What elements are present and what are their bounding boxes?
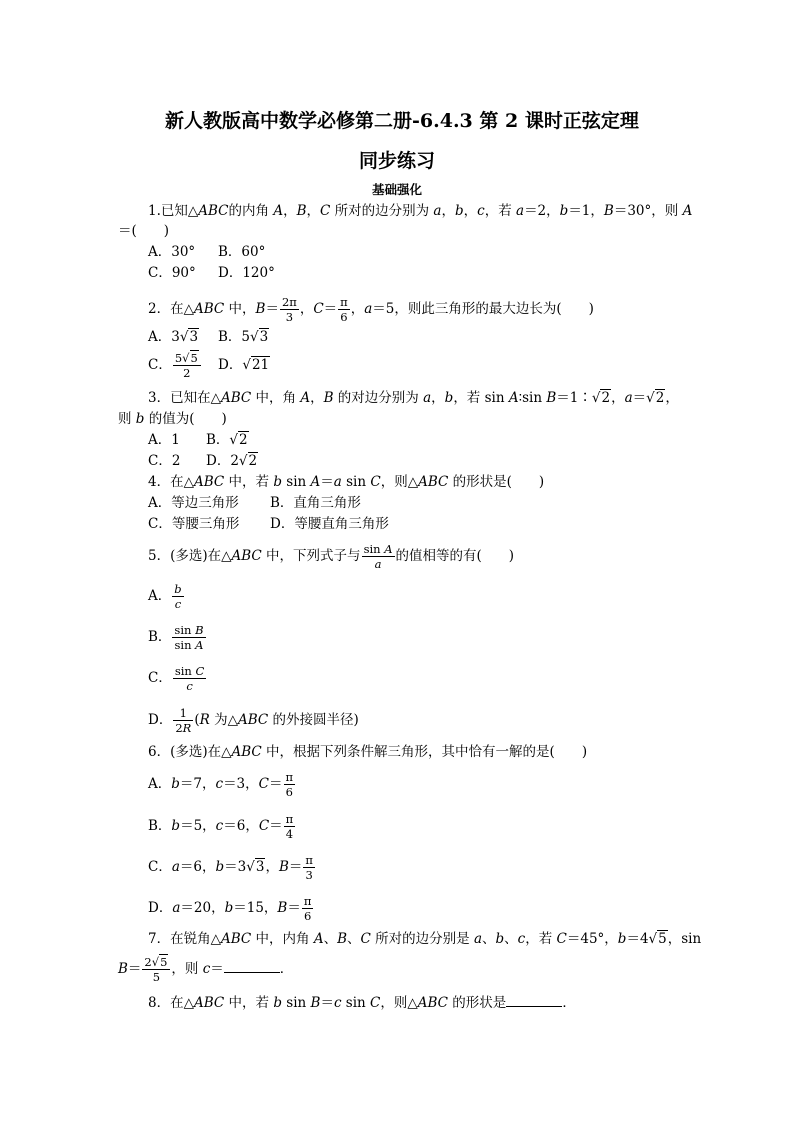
sqrt: √5 (182, 351, 198, 365)
triangle-name: ABC (231, 548, 262, 564)
numerator (142, 955, 170, 970)
var: b (215, 859, 225, 875)
text: 的内角 (228, 203, 274, 219)
var: b (617, 931, 627, 947)
text: ＝ (632, 390, 647, 406)
text: 的对边分别为 (333, 390, 424, 406)
triangle-name: ABC (220, 390, 252, 406)
text: ， (463, 203, 478, 219)
radicand: 5 (160, 955, 168, 969)
answer-blank[interactable] (506, 994, 562, 1007)
denominator (172, 638, 205, 652)
text: 中，内角 (251, 931, 314, 947)
fraction (172, 623, 205, 652)
var: a (624, 390, 633, 406)
numerator (173, 664, 206, 679)
var: A (310, 474, 321, 490)
text: 、 (323, 931, 338, 947)
question-7-cont (118, 953, 293, 985)
var: C (319, 203, 331, 219)
text: 、 (504, 931, 518, 947)
radicand: 3 (189, 329, 199, 345)
triangle-name: ABC (237, 712, 269, 728)
var: A (300, 390, 311, 406)
text: 的形状是 (448, 995, 507, 1011)
triangle-name: ABC (231, 744, 262, 760)
fraction (284, 770, 296, 799)
text: 4．在△ (148, 474, 194, 490)
question-3-cont (118, 410, 227, 428)
text: ， (350, 301, 365, 317)
numerator: π (340, 295, 348, 309)
radicand: 2 (248, 453, 258, 469)
option-label: D． (148, 712, 173, 728)
text: 中，下列式子与 (261, 548, 361, 564)
var: A (273, 203, 284, 219)
fraction (303, 853, 315, 882)
denominator: 6 (340, 310, 348, 324)
triangle-name: ABC (193, 301, 225, 317)
text: ＝5， (180, 818, 216, 834)
var: B (337, 931, 347, 947)
option-label: D．2 (206, 453, 239, 469)
text: 所对的边分别是 (370, 931, 474, 947)
func: sin (174, 623, 196, 637)
text: ＝ (210, 961, 224, 977)
text: ＝6， (223, 818, 259, 834)
coef: 2 (175, 721, 183, 735)
var: A (313, 931, 324, 947)
text: 的值相等的有( ) (395, 548, 515, 564)
triangle-name: ABC (193, 995, 225, 1011)
option-label: B． (148, 818, 172, 834)
text: 8．在△ (148, 995, 194, 1011)
option-b: B．直角三角形 (270, 495, 361, 511)
numerator: π (285, 770, 294, 784)
triangle-name: ABC (220, 931, 252, 947)
option-d: D．等腰直角三角形 (270, 516, 389, 532)
var: a (423, 390, 432, 406)
text: 3．已知在△ (148, 390, 221, 406)
numerator: b (174, 582, 182, 596)
denominator: 3 (305, 868, 313, 882)
text: ， (611, 390, 625, 406)
fraction (173, 351, 201, 380)
var: R (182, 721, 192, 735)
answer-blank[interactable] (224, 960, 280, 973)
denominator: c (174, 597, 182, 611)
text: ＝5，则此三角形的最大边长为( ) (372, 301, 594, 317)
fraction (362, 542, 395, 571)
option-a: A．30° (148, 244, 196, 260)
var: c (215, 818, 224, 834)
option-d (148, 704, 359, 736)
triangle-name: ABC (198, 203, 229, 219)
text: ， (310, 390, 324, 406)
option-label: B． (206, 432, 230, 448)
sqrt: √3 (179, 329, 199, 345)
text: ． (562, 995, 576, 1011)
text: ， (306, 203, 320, 219)
radicand: 3 (259, 329, 269, 345)
triangle-name: ABC (418, 474, 449, 490)
var: c (202, 961, 211, 977)
text: 中， (224, 301, 256, 317)
text: ＝ (265, 301, 279, 317)
var: B (255, 301, 266, 317)
question-3 (148, 389, 679, 407)
text: ＝ (127, 961, 142, 977)
denominator: 3 (285, 310, 294, 324)
text: sin (341, 474, 371, 490)
question-6 (148, 743, 587, 761)
var: a (333, 474, 342, 490)
text: ＝1∶ (556, 390, 592, 406)
text: 、 (347, 931, 361, 947)
var: b (495, 931, 505, 947)
text: 、 (482, 931, 496, 947)
var: c (215, 776, 224, 792)
text: ， (283, 203, 297, 219)
var: B (195, 623, 204, 637)
option-b (206, 431, 249, 449)
var: a (473, 931, 482, 947)
radicand: 2 (601, 390, 611, 406)
var: B (546, 390, 557, 406)
option-label: B．5 (218, 329, 251, 345)
text: ＝ (287, 900, 301, 916)
section-heading: 基础强化 (371, 182, 422, 197)
triangle-name: ABC (193, 474, 225, 490)
numerator: π (305, 853, 313, 867)
text: ＝6， (179, 859, 216, 875)
sqrt: √2 (238, 453, 258, 469)
var: C (556, 931, 567, 947)
var: B (603, 203, 614, 219)
text: ∶sin (518, 390, 547, 406)
text: 中，若 (224, 995, 274, 1011)
option-c (148, 350, 202, 380)
text: ． (279, 961, 294, 977)
option-label: A． (148, 588, 172, 604)
var: A (384, 542, 393, 556)
text: ＝45°， (566, 931, 618, 947)
text: ＝4 (626, 931, 649, 947)
var: R (199, 712, 210, 728)
var: b (454, 203, 464, 219)
var: B (310, 995, 321, 1011)
text: ＝7， (179, 776, 216, 792)
fraction (142, 955, 170, 984)
text: ＝15， (233, 900, 278, 916)
var: A (195, 638, 204, 652)
func: sin (174, 664, 196, 678)
var: c (333, 995, 342, 1011)
text: 的形状是( ) (448, 474, 545, 490)
var: A (682, 203, 693, 219)
text: 2．在△ (148, 301, 194, 317)
var: C (195, 664, 205, 678)
coef: 2 (144, 955, 152, 969)
text: ， (431, 390, 445, 406)
radicand: 21 (251, 357, 270, 373)
var: b (171, 776, 180, 792)
numerator: π (303, 894, 312, 908)
text: ＝ (320, 474, 334, 490)
var: B (118, 961, 128, 977)
option-c: C．90° (148, 265, 196, 281)
text: ＝2， (524, 203, 560, 219)
option-d (148, 892, 314, 924)
page-subtitle: 同步练习 (358, 150, 435, 172)
var: C (258, 818, 270, 834)
option-b (218, 328, 269, 346)
var: b (273, 995, 282, 1011)
question-4 (148, 473, 544, 491)
text: ＝20， (180, 900, 225, 916)
text: ，则△ (380, 995, 418, 1011)
var: a (433, 203, 442, 219)
question-1-cont: ＝( ) (118, 223, 170, 239)
option-a (148, 328, 199, 346)
text: 的值为( ) (144, 411, 227, 427)
option-label: D． (148, 900, 173, 916)
denominator: 6 (303, 909, 312, 923)
var: b (273, 474, 282, 490)
var: c (517, 931, 526, 947)
var: b (135, 411, 145, 427)
text: 中，根据下列条件解三角形，其中恰有一解的是( ) (261, 744, 588, 760)
numerator (173, 351, 201, 366)
sqrt: √3 (246, 859, 265, 875)
text: ， (665, 390, 679, 406)
option-a (148, 768, 296, 800)
option-c (148, 662, 207, 694)
option-b: B．60° (218, 244, 266, 260)
numerator (172, 623, 205, 638)
text: ＝30°，则 (613, 203, 683, 219)
var: B (277, 900, 288, 916)
var: a (364, 301, 373, 317)
fraction (302, 894, 314, 923)
numerator: 2π (281, 295, 297, 309)
text: 6．(多选)在△ (148, 744, 232, 760)
var: a (516, 203, 525, 219)
var: B (296, 203, 307, 219)
func: sin (363, 542, 385, 556)
option-b (148, 621, 207, 653)
option-a (148, 580, 185, 612)
text: ＝ (269, 776, 283, 792)
text: ，则△ (380, 474, 419, 490)
option-label: A．3 (148, 329, 180, 345)
var: c (477, 203, 485, 219)
numerator (362, 542, 395, 557)
fraction (280, 295, 299, 324)
fraction (173, 664, 206, 693)
option-a: A．等边三角形 (148, 495, 239, 511)
option-d (218, 356, 270, 374)
text: ＝ (323, 301, 338, 317)
var: C (370, 474, 381, 490)
var: B (323, 390, 334, 406)
text: ， (441, 203, 455, 219)
sqrt: √3 (250, 329, 269, 345)
question-8 (148, 994, 576, 1012)
option-b (148, 810, 296, 842)
numerator: 1 (173, 706, 193, 721)
text: ＝ (269, 818, 283, 834)
var: A (508, 390, 519, 406)
text: 为△ (209, 712, 238, 728)
denominator: c (186, 679, 193, 693)
radicand: 5 (658, 931, 667, 947)
var: b (224, 900, 234, 916)
sqrt: √2 (646, 390, 665, 406)
text: ，sin (667, 931, 702, 947)
option-label: D． (218, 357, 243, 373)
triangle-name: ABC (417, 995, 449, 1011)
text: 1.已知△ (148, 203, 199, 219)
text: ＝ (288, 859, 303, 875)
text: 的外接圆半径) (268, 712, 359, 728)
var: b (444, 390, 454, 406)
var: b (171, 818, 181, 834)
denominator: 4 (285, 827, 294, 841)
text: ，若 (484, 203, 516, 219)
sqrt: √21 (242, 357, 270, 373)
text: 中，若 (224, 474, 274, 490)
option-c: C．2 (148, 453, 181, 469)
denominator: a (374, 557, 382, 571)
sqrt: √5 (151, 955, 168, 969)
fraction (172, 582, 183, 611)
radicand: 3 (255, 859, 265, 875)
text: sin (281, 474, 311, 490)
fraction (338, 295, 350, 324)
text: ＝ (320, 995, 334, 1011)
option-label: C． (148, 859, 172, 875)
denominator: 6 (285, 785, 293, 799)
text: ， (299, 301, 314, 317)
question-5 (148, 540, 514, 572)
text: ＝3 (224, 859, 247, 875)
radicand: 2 (655, 390, 665, 406)
sqrt: √2 (229, 432, 248, 448)
text: 中，角 (251, 390, 301, 406)
option-label: C． (148, 670, 172, 686)
option-a: A．1 (148, 432, 180, 448)
text: sin (281, 995, 311, 1011)
option-label: B． (148, 629, 172, 645)
var: C (313, 301, 324, 317)
var: C (360, 931, 371, 947)
var: a (172, 900, 181, 916)
var: B (278, 859, 289, 875)
denominator: 2 (183, 366, 191, 380)
sqrt: √2 (591, 390, 611, 406)
page-title: 新人教版高中数学必修第二册-6.4.3 第 2 课时正弦定理 (165, 110, 639, 132)
option-c: C．等腰三角形 (148, 516, 240, 532)
var: a (171, 859, 180, 875)
sqrt: √5 (648, 931, 667, 947)
text: ，则 (171, 961, 203, 977)
text: ， (265, 859, 279, 875)
radicand: 2 (239, 432, 248, 448)
fraction (284, 812, 296, 841)
var: C (370, 995, 381, 1011)
option-label: C． (148, 357, 172, 373)
text: ，若 (525, 931, 557, 947)
text: ＝3， (223, 776, 259, 792)
denominator: 5 (152, 970, 161, 984)
question-7 (148, 930, 701, 948)
text: 所对的边分别为 (330, 203, 434, 219)
text: ( (194, 712, 200, 728)
text: 5．(多选)在△ (148, 548, 232, 564)
text: 7．在锐角△ (148, 931, 221, 947)
numerator: π (285, 812, 294, 826)
var: C (258, 776, 269, 792)
option-d: D．120° (218, 265, 275, 281)
text: ，若 sin (453, 390, 509, 406)
option-d (206, 452, 258, 470)
radicand: 5 (190, 351, 198, 365)
option-c (148, 851, 316, 883)
text: sin (341, 995, 371, 1011)
denominator (173, 721, 193, 735)
coef: 5 (174, 351, 183, 365)
question-1 (148, 202, 692, 220)
question-2 (148, 294, 594, 324)
option-label: A． (148, 776, 172, 792)
fraction (173, 706, 193, 735)
var: b (559, 203, 569, 219)
func: sin (174, 638, 196, 652)
text: 则 (118, 411, 136, 427)
text: ＝1， (568, 203, 604, 219)
